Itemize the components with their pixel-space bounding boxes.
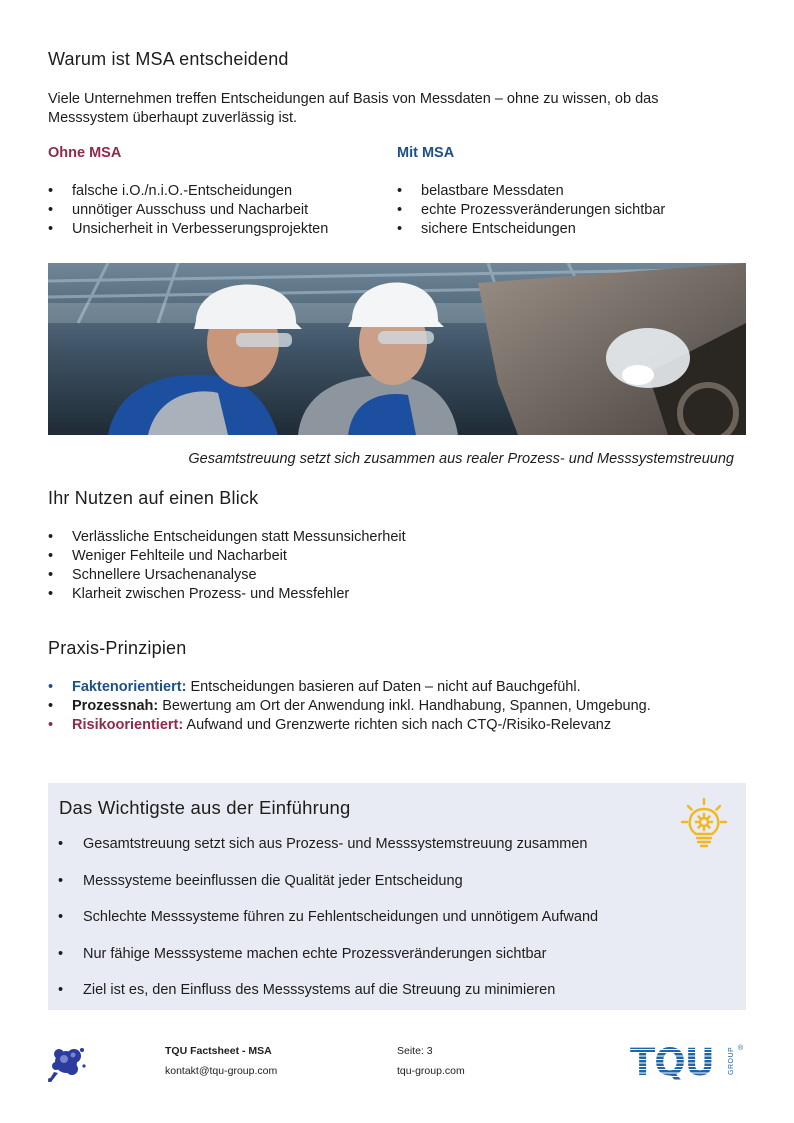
without-msa-list xyxy=(48,182,328,239)
photo-caption: Gesamtstreuung setzt sich zusammen aus realer Prozess- und Messsystemstreuung xyxy=(188,451,734,467)
intro-line: Viele Unternehmen treffen Entscheidungen auf Basis von Messdaten – ohne zu wissen, ob das xyxy=(48,91,659,107)
tqu-group-logo xyxy=(630,1043,746,1085)
intro-paragraph xyxy=(48,90,658,128)
principle-term: Risikoorientiert: xyxy=(72,717,184,733)
footer-email-link[interactable]: kontakt@tqu-group.com xyxy=(165,1065,278,1077)
section-heading-benefits: Ihr Nutzen auf einen Blick xyxy=(48,488,259,508)
logo-sub: GROUP xyxy=(728,1046,735,1075)
list-item: • Schlechte Messsysteme führen zu Fehlentscheidungen und unnötigem Aufwand xyxy=(58,909,599,925)
list-item: • Schnellere Ursachenanalyse xyxy=(48,567,257,583)
list-item: • Ziel ist es, den Einfluss des Messsystems auf die Streuung zu minimieren xyxy=(58,982,556,998)
ink-splash-logo xyxy=(44,1036,94,1091)
footer-page-number: Seite: 3 xyxy=(397,1045,433,1057)
with-msa-list xyxy=(397,182,665,239)
principle-item: • Prozessnah: Bewertung am Ort der Anwendung inkl. Handhabung, Spannen, Umgebung. xyxy=(48,698,651,714)
footer-website-link[interactable]: tqu-group.com xyxy=(397,1065,465,1077)
lightbulb-gear-icon xyxy=(680,797,728,854)
list-item: • Verlässliche Entscheidungen statt Messunsicherheit xyxy=(48,529,406,545)
benefits-list xyxy=(48,528,406,604)
list-item: • Gesamtstreuung setzt sich aus Prozess- und Messsystemstreuung zusammen xyxy=(58,836,588,852)
list-item: • sichere Entscheidungen xyxy=(397,221,576,237)
principle-item: • Faktenorientiert: Entscheidungen basieren auf Daten – nicht auf Bauchgefühl. xyxy=(48,679,581,695)
intro-line: Messsystem überhaupt zuverlässig ist. xyxy=(48,110,298,126)
list-item: • Messsysteme beeinflussen die Qualität jeder Entscheidung xyxy=(58,872,463,889)
principle-text: Aufwand und Grenzwerte richten sich nach CTQ-/Risiko-Relevanz xyxy=(183,717,612,733)
principle-text: Entscheidungen basieren auf Daten – nicht auf Bauchgefühl. xyxy=(186,679,581,695)
with-msa-title: Mit MSA xyxy=(397,145,455,161)
list-item: • unnötiger Ausschuss und Nacharbeit xyxy=(48,202,309,218)
summary-box xyxy=(48,783,746,1010)
footer-title: TQU Factsheet - MSA xyxy=(165,1045,272,1057)
logo-wordmark: TQU xyxy=(630,1041,714,1084)
principle-item: • Risikoorientiert: Aufwand und Grenzwerte richten sich nach CTQ-/Risiko-Relevanz xyxy=(48,717,612,733)
list-item: • Klarheit zwischen Prozess- und Messfehler xyxy=(48,586,350,602)
without-msa-title: Ohne MSA xyxy=(48,145,122,161)
list-item: • Weniger Fehlteile und Nacharbeit xyxy=(48,548,287,564)
list-item: • Unsicherheit in Verbesserungsprojekten xyxy=(48,221,329,237)
principle-term: Prozessnah: xyxy=(72,698,159,714)
principle-text: Bewertung am Ort der Anwendung inkl. Handhabung, Spannen, Umgebung. xyxy=(158,698,651,714)
logo-registered: ® xyxy=(738,1045,744,1052)
section-heading-why-msa: Warum ist MSA entscheidend xyxy=(48,49,289,69)
list-item: • Nur fähige Messsysteme machen echte Prozessveränderungen sichtbar xyxy=(58,945,547,962)
summary-heading: Das Wichtigste aus der Einführung xyxy=(59,797,351,818)
summary-list xyxy=(58,835,598,1018)
list-item: • falsche i.O./n.i.O.-Entscheidungen xyxy=(48,183,293,199)
section-heading-principles: Praxis-Prinzipien xyxy=(48,638,187,658)
principle-term: Faktenorientiert: xyxy=(72,679,187,695)
list-item: • belastbare Messdaten xyxy=(397,183,564,199)
list-item: • echte Prozessveränderungen sichtbar xyxy=(397,202,666,218)
workers-photo xyxy=(48,263,746,435)
principles-list xyxy=(48,678,651,735)
